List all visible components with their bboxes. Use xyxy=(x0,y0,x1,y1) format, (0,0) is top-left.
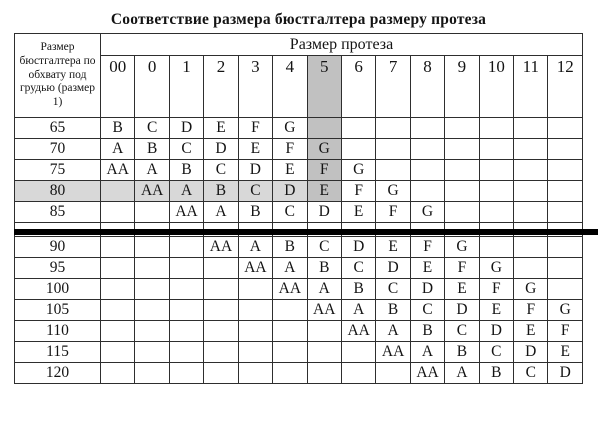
thick-divider-line xyxy=(14,229,598,235)
row-header-90: 90 xyxy=(15,237,101,258)
size-cell xyxy=(548,258,583,279)
size-cell xyxy=(273,342,307,363)
size-cell xyxy=(101,202,135,223)
divider-cell xyxy=(15,223,101,237)
size-cell xyxy=(410,181,444,202)
size-cell: G xyxy=(376,181,410,202)
size-cell xyxy=(514,160,548,181)
size-cell: C xyxy=(307,237,341,258)
row-header-65: 65 xyxy=(15,118,101,139)
size-cell xyxy=(204,321,238,342)
column-header-12: 12 xyxy=(548,56,583,118)
size-correspondence-table xyxy=(14,33,583,384)
table-body xyxy=(15,118,583,384)
table-row-70 xyxy=(15,139,583,160)
table-row-85 xyxy=(15,202,583,223)
column-header-4: 4 xyxy=(273,56,307,118)
column-header-1: 1 xyxy=(169,56,203,118)
size-cell: E xyxy=(479,300,513,321)
size-cell: F xyxy=(479,279,513,300)
size-cell xyxy=(376,118,410,139)
size-cell: A xyxy=(341,300,375,321)
size-cell xyxy=(548,181,583,202)
size-cell: G xyxy=(410,202,444,223)
size-cell xyxy=(410,160,444,181)
corner-header: Размер бюстгалтера по обхвату под грудью (размер 1) xyxy=(15,34,101,118)
size-cell xyxy=(101,342,135,363)
size-cell: B xyxy=(101,118,135,139)
size-cell xyxy=(514,181,548,202)
size-cell: A xyxy=(169,181,203,202)
row-header-75: 75 xyxy=(15,160,101,181)
size-cell xyxy=(479,181,513,202)
size-cell xyxy=(135,258,169,279)
size-cell xyxy=(514,118,548,139)
size-cell xyxy=(238,342,272,363)
size-cell: B xyxy=(341,279,375,300)
size-cell xyxy=(101,181,135,202)
size-cell: B xyxy=(410,321,444,342)
prosthesis-size-group-header: Размер протеза xyxy=(101,34,583,56)
size-cell xyxy=(204,300,238,321)
size-cell: C xyxy=(273,202,307,223)
size-cell xyxy=(445,181,479,202)
column-header-10: 10 xyxy=(479,56,513,118)
size-cell xyxy=(514,237,548,258)
page-title: Соответствие размера бюстгалтера размеру протеза xyxy=(110,11,487,28)
table-row-90 xyxy=(15,237,583,258)
column-header-9: 9 xyxy=(445,56,479,118)
size-cell: AA xyxy=(238,258,272,279)
size-cell: D xyxy=(479,321,513,342)
column-header-2: 2 xyxy=(204,56,238,118)
size-cell xyxy=(169,342,203,363)
size-cell xyxy=(273,363,307,384)
size-cell: E xyxy=(341,202,375,223)
size-cell: G xyxy=(307,139,341,160)
size-cell: AA xyxy=(169,202,203,223)
size-cell: E xyxy=(410,258,444,279)
size-cell: F xyxy=(307,160,341,181)
size-cell: C xyxy=(135,118,169,139)
size-cell xyxy=(169,300,203,321)
size-cell: A xyxy=(135,160,169,181)
size-cell xyxy=(445,160,479,181)
size-cell: F xyxy=(238,118,272,139)
size-cell: D xyxy=(169,118,203,139)
size-cell: A xyxy=(445,363,479,384)
size-cell: E xyxy=(514,321,548,342)
size-cell xyxy=(445,202,479,223)
size-cell xyxy=(169,237,203,258)
size-cell: D xyxy=(204,139,238,160)
column-header-0: 0 xyxy=(135,56,169,118)
size-cell xyxy=(514,202,548,223)
size-cell xyxy=(307,363,341,384)
size-cell: C xyxy=(204,160,238,181)
size-cell xyxy=(341,363,375,384)
size-cell xyxy=(169,363,203,384)
table-row-100 xyxy=(15,279,583,300)
size-cell: B xyxy=(376,300,410,321)
size-cell: C xyxy=(169,139,203,160)
table-row-75 xyxy=(15,160,583,181)
size-cell: E xyxy=(238,139,272,160)
size-cell: AA xyxy=(341,321,375,342)
size-cell: G xyxy=(548,300,583,321)
size-cell: E xyxy=(307,181,341,202)
size-cell: F xyxy=(514,300,548,321)
row-header-80: 80 xyxy=(15,181,101,202)
size-cell: B xyxy=(169,160,203,181)
size-cell: B xyxy=(479,363,513,384)
size-cell: E xyxy=(548,342,583,363)
size-cell: AA xyxy=(307,300,341,321)
size-cell: G xyxy=(479,258,513,279)
size-cell xyxy=(135,202,169,223)
size-cell: G xyxy=(273,118,307,139)
size-cell xyxy=(204,342,238,363)
size-cell xyxy=(204,258,238,279)
size-cell xyxy=(135,342,169,363)
size-cell: AA xyxy=(410,363,444,384)
size-cell: AA xyxy=(101,160,135,181)
size-cell: AA xyxy=(135,181,169,202)
size-cell xyxy=(238,300,272,321)
table-row-115 xyxy=(15,342,583,363)
size-cell: D xyxy=(445,300,479,321)
size-cell xyxy=(169,321,203,342)
size-cell xyxy=(376,139,410,160)
size-cell xyxy=(479,139,513,160)
size-cell: A xyxy=(410,342,444,363)
size-cell xyxy=(101,258,135,279)
size-cell xyxy=(548,202,583,223)
size-cell xyxy=(204,279,238,300)
size-cell xyxy=(514,139,548,160)
size-cell: A xyxy=(238,237,272,258)
row-header-105: 105 xyxy=(15,300,101,321)
size-cell xyxy=(548,237,583,258)
header-row-columns xyxy=(15,56,583,118)
table-row-65 xyxy=(15,118,583,139)
size-cell: E xyxy=(273,160,307,181)
size-cell: G xyxy=(445,237,479,258)
size-cell xyxy=(307,118,341,139)
size-cell: F xyxy=(410,237,444,258)
size-cell: C xyxy=(341,258,375,279)
table-head xyxy=(15,34,583,118)
size-cell xyxy=(135,321,169,342)
size-cell xyxy=(307,321,341,342)
size-cell: F xyxy=(273,139,307,160)
column-header-00: 00 xyxy=(101,56,135,118)
size-cell xyxy=(548,279,583,300)
size-cell: C xyxy=(376,279,410,300)
size-cell xyxy=(273,300,307,321)
size-cell: D xyxy=(307,202,341,223)
size-cell: F xyxy=(376,202,410,223)
size-cell: F xyxy=(341,181,375,202)
table-row-95 xyxy=(15,258,583,279)
size-cell xyxy=(479,202,513,223)
column-header-8: 8 xyxy=(410,56,444,118)
size-cell: C xyxy=(238,181,272,202)
size-cell xyxy=(341,118,375,139)
size-cell: F xyxy=(548,321,583,342)
size-cell xyxy=(479,237,513,258)
table-row-105 xyxy=(15,300,583,321)
size-cell xyxy=(135,237,169,258)
row-header-120: 120 xyxy=(15,363,101,384)
size-cell: E xyxy=(204,118,238,139)
size-cell: C xyxy=(445,321,479,342)
row-header-70: 70 xyxy=(15,139,101,160)
size-cell xyxy=(548,160,583,181)
size-cell: B xyxy=(238,202,272,223)
size-cell: AA xyxy=(273,279,307,300)
size-cell xyxy=(135,300,169,321)
size-cell: C xyxy=(479,342,513,363)
size-cell: E xyxy=(445,279,479,300)
size-cell: C xyxy=(514,363,548,384)
size-cell xyxy=(410,139,444,160)
size-cell xyxy=(376,363,410,384)
size-cell: B xyxy=(135,139,169,160)
size-cell xyxy=(410,118,444,139)
size-cell: A xyxy=(101,139,135,160)
size-cell xyxy=(135,363,169,384)
size-cell: E xyxy=(376,237,410,258)
size-cell: A xyxy=(204,202,238,223)
size-cell xyxy=(101,321,135,342)
column-header-5: 5 xyxy=(307,56,341,118)
column-header-11: 11 xyxy=(514,56,548,118)
size-cell: C xyxy=(410,300,444,321)
row-header-95: 95 xyxy=(15,258,101,279)
size-cell xyxy=(204,363,238,384)
divider-row xyxy=(15,223,583,237)
size-cell: G xyxy=(341,160,375,181)
column-header-3: 3 xyxy=(238,56,272,118)
size-cell: F xyxy=(445,258,479,279)
size-cell: B xyxy=(204,181,238,202)
size-cell xyxy=(341,139,375,160)
size-cell: D xyxy=(410,279,444,300)
size-cell: D xyxy=(341,237,375,258)
table-row-120 xyxy=(15,363,583,384)
size-cell xyxy=(238,321,272,342)
size-cell: A xyxy=(273,258,307,279)
size-cell: B xyxy=(445,342,479,363)
size-cell: D xyxy=(514,342,548,363)
size-cell xyxy=(548,139,583,160)
size-cell xyxy=(101,363,135,384)
size-cell xyxy=(101,300,135,321)
header-row-group xyxy=(15,34,583,56)
size-cell xyxy=(479,160,513,181)
size-cell xyxy=(101,237,135,258)
size-cell xyxy=(479,118,513,139)
size-cell: A xyxy=(307,279,341,300)
size-cell xyxy=(445,118,479,139)
size-cell: D xyxy=(376,258,410,279)
size-cell: AA xyxy=(376,342,410,363)
size-cell: D xyxy=(273,181,307,202)
size-cell: G xyxy=(514,279,548,300)
size-cell xyxy=(307,342,341,363)
table-row-80 xyxy=(15,181,583,202)
size-cell: D xyxy=(238,160,272,181)
size-cell xyxy=(376,160,410,181)
column-header-6: 6 xyxy=(341,56,375,118)
size-cell xyxy=(238,279,272,300)
size-cell xyxy=(548,118,583,139)
row-header-115: 115 xyxy=(15,342,101,363)
size-cell: AA xyxy=(204,237,238,258)
size-cell xyxy=(169,279,203,300)
column-header-7: 7 xyxy=(376,56,410,118)
size-cell: A xyxy=(376,321,410,342)
size-cell xyxy=(341,342,375,363)
size-cell xyxy=(169,258,203,279)
size-cell: D xyxy=(548,363,583,384)
size-cell xyxy=(514,258,548,279)
table-row-110 xyxy=(15,321,583,342)
size-cell: B xyxy=(273,237,307,258)
size-cell: B xyxy=(307,258,341,279)
row-header-85: 85 xyxy=(15,202,101,223)
row-header-100: 100 xyxy=(15,279,101,300)
size-cell xyxy=(135,279,169,300)
size-cell xyxy=(445,139,479,160)
size-cell xyxy=(273,321,307,342)
size-cell xyxy=(238,363,272,384)
row-header-110: 110 xyxy=(15,321,101,342)
size-cell xyxy=(101,279,135,300)
